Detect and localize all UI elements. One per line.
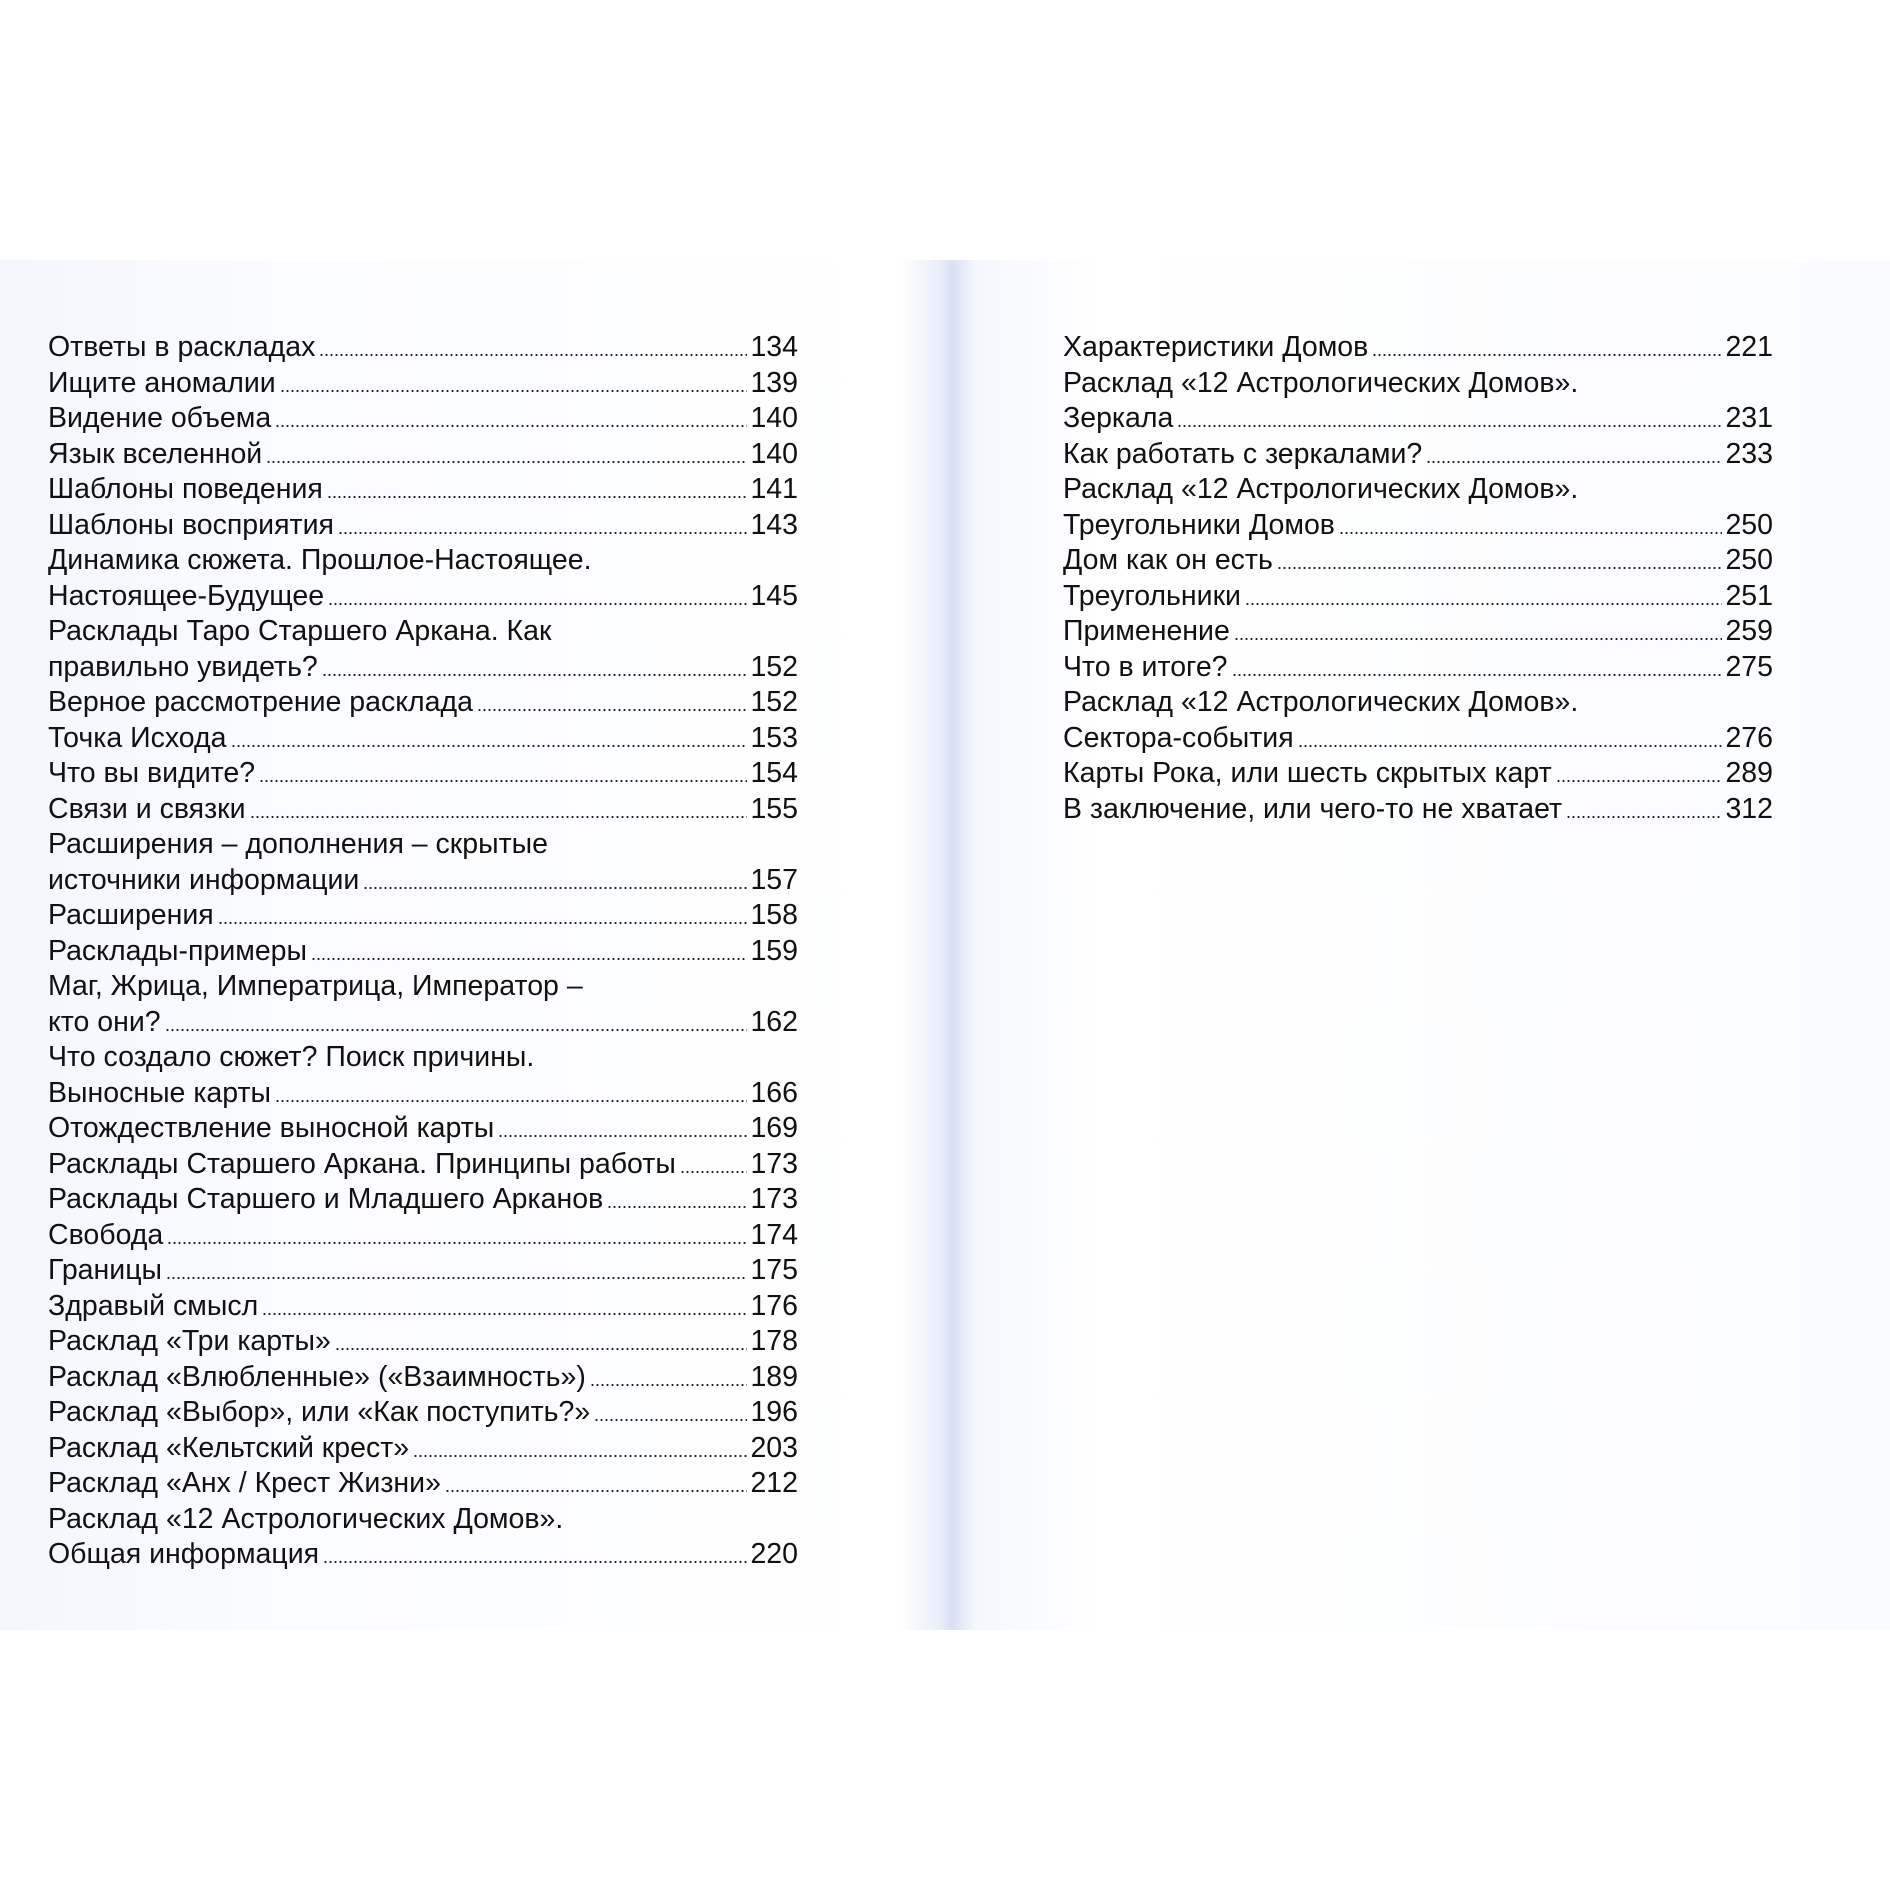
toc-entry-row [1063, 614, 1773, 650]
toc-entry-row [48, 934, 798, 970]
toc-entry-row [48, 792, 798, 828]
toc-entry [1063, 579, 1773, 615]
toc-entry-row [48, 1147, 798, 1183]
toc-entry [48, 508, 798, 544]
toc-entry-title: Расклад «Влюбленные» («Взаимность») [48, 1360, 586, 1393]
toc-entry-row [48, 898, 798, 934]
dot-leader [311, 957, 747, 961]
toc-page-number: 166 [750, 1076, 798, 1109]
toc-entry [48, 437, 798, 473]
dot-leader [1277, 566, 1723, 570]
toc-entry-title: Расклад «12 Астрологических Домов». [48, 1502, 564, 1535]
toc-entry-title-line [48, 827, 798, 863]
dot-leader [319, 353, 747, 357]
toc-entry [48, 1395, 798, 1431]
toc-page-number: 178 [750, 1325, 798, 1357]
toc-entry-title-line [48, 969, 798, 1005]
toc-page-number: 169 [750, 1112, 798, 1144]
toc-entry-title: Расклад «12 Астрологических Домов». [1063, 366, 1579, 399]
toc-entry-title: Шаблоны восприятия [48, 508, 334, 541]
dot-leader [323, 1560, 747, 1564]
toc-entry-title: Точка Исхода [48, 721, 227, 754]
dot-leader [1234, 637, 1723, 641]
toc-entry [48, 1466, 798, 1502]
toc-entry-row [48, 508, 798, 544]
toc-entry-row [1063, 330, 1773, 366]
toc-entry-row [1063, 721, 1773, 757]
toc-entry-title: кто они? [48, 1005, 161, 1038]
toc-entry-title: Шаблоны поведения [48, 473, 323, 505]
toc-entry [1063, 756, 1773, 792]
dot-leader [266, 460, 747, 464]
toc-entry-title-line [1063, 472, 1773, 508]
toc-entry-title: Характеристики Домов [1063, 331, 1369, 363]
toc-entry-title: Треугольники Домов [1063, 508, 1335, 541]
toc-page-number: 276 [1725, 721, 1773, 754]
toc-entry-title: Динамика сюжета. Прошлое-Настоящее. [48, 544, 592, 576]
toc-entry-row [48, 685, 798, 721]
toc-entry-title: Что создало сюжет? Поиск причины. [48, 1041, 535, 1073]
toc-entry [48, 472, 798, 508]
toc-page-number: 159 [750, 934, 798, 967]
dot-leader [363, 886, 747, 890]
toc-entry-title: Расширения [48, 899, 214, 931]
toc-entry-title: Язык вселенной [48, 437, 263, 470]
toc-entry [1063, 437, 1773, 473]
toc-entry [1063, 543, 1773, 579]
toc-page-number: 155 [750, 792, 798, 825]
dot-leader [166, 1276, 747, 1280]
toc-page-number: 250 [1725, 544, 1773, 576]
dot-leader [275, 1099, 747, 1103]
toc-entry-title: Дом как он есть [1063, 544, 1273, 576]
toc-entry [48, 1253, 798, 1289]
toc-entry-title: Связи и связки [48, 792, 246, 825]
toc-entry-title: Общая информация [48, 1538, 320, 1570]
dot-leader [275, 424, 747, 428]
dot-leader [231, 744, 748, 748]
dot-leader [680, 1170, 748, 1174]
toc-entry [48, 1431, 798, 1467]
toc-entry-title: Расклад «12 Астрологических Домов». [1063, 473, 1579, 505]
toc-entry-title: источники информации [48, 863, 360, 896]
toc-page-number: 140 [750, 402, 798, 434]
right-page [945, 260, 1890, 1630]
toc-entry-row [48, 579, 798, 615]
toc-entry-row [48, 1076, 798, 1112]
toc-page-number: 157 [750, 863, 798, 896]
toc-entry-row [48, 756, 798, 792]
dot-leader [1339, 531, 1723, 535]
toc-entry [48, 1324, 798, 1360]
toc-entry-row [48, 366, 798, 402]
toc-entry [48, 543, 798, 614]
toc-entry-title: Треугольники [1063, 579, 1241, 612]
toc-page-number: 231 [1725, 402, 1773, 434]
toc-entry-row [48, 1537, 798, 1573]
dot-leader [262, 1312, 747, 1316]
toc-entry-title: правильно увидеть? [48, 650, 318, 683]
toc-entry [48, 721, 798, 757]
book-spread [0, 260, 1890, 1630]
toc-entry-title: Карты Рока, или шесть скрытых карт [1063, 757, 1552, 789]
toc-page-number: 145 [750, 579, 798, 612]
toc-page-number: 152 [750, 686, 798, 718]
dot-leader [477, 708, 747, 712]
table-of-contents-left [48, 330, 798, 1573]
toc-entry [48, 401, 798, 437]
toc-entry-title: Сектора-события [1063, 721, 1294, 754]
toc-page-number: 221 [1725, 331, 1773, 363]
dot-leader [1372, 353, 1722, 357]
toc-entry-row [48, 1218, 798, 1254]
toc-entry-title-line [48, 543, 798, 579]
toc-page-number: 251 [1725, 579, 1773, 612]
toc-entry-title: Ищите аномалии [48, 366, 276, 399]
dot-leader [250, 815, 748, 819]
toc-entry-title: Расклад «Выбор», или «Как поступить?» [48, 1396, 591, 1428]
dot-leader [338, 531, 748, 535]
toc-entry [48, 366, 798, 402]
toc-entry [1063, 685, 1773, 756]
toc-entry-title: В заключение, или чего-то не хватает [1063, 792, 1563, 825]
toc-entry [48, 1040, 798, 1111]
dot-leader [218, 921, 748, 925]
toc-entry [48, 827, 798, 898]
dot-leader [1556, 779, 1723, 783]
toc-entry-row [48, 1289, 798, 1325]
toc-entry-title: Расклад «12 Астрологических Домов». [1063, 686, 1579, 718]
dot-leader [335, 1347, 748, 1351]
toc-entry [48, 1147, 798, 1183]
toc-entry-row [48, 1005, 798, 1041]
toc-page-number: 139 [750, 366, 798, 399]
toc-page-number: 220 [750, 1538, 798, 1570]
toc-page-number: 175 [750, 1254, 798, 1286]
toc-entry-row [1063, 579, 1773, 615]
toc-entry-row [1063, 508, 1773, 544]
toc-page-number: 173 [750, 1147, 798, 1180]
toc-entry [1063, 650, 1773, 686]
toc-page-number: 312 [1725, 792, 1773, 825]
dot-leader [445, 1489, 748, 1493]
toc-entry-title: Расклады Старшего и Младшего Арканов [48, 1183, 604, 1215]
toc-entry [48, 898, 798, 934]
dot-leader [1177, 424, 1722, 428]
toc-entry-title: Верное рассмотрение расклада [48, 686, 473, 718]
toc-entry-row [48, 1324, 798, 1360]
toc-page-number: 212 [750, 1467, 798, 1499]
dot-leader [259, 779, 747, 783]
toc-entry-row [48, 1360, 798, 1396]
dot-leader [1245, 602, 1722, 606]
toc-entry [1063, 366, 1773, 437]
toc-entry [1063, 614, 1773, 650]
toc-page-number: 140 [750, 437, 798, 470]
toc-entry-title: Как работать с зеркалами? [1063, 437, 1423, 470]
dot-leader [498, 1134, 747, 1138]
toc-entry-title: Ответы в раскладах [48, 331, 316, 363]
table-of-contents-right [1063, 330, 1773, 827]
toc-entry-row [1063, 437, 1773, 473]
dot-leader [1566, 815, 1722, 819]
toc-entry-row [48, 1111, 798, 1147]
toc-page-number: 158 [750, 899, 798, 931]
toc-entry [48, 1218, 798, 1254]
dot-leader [328, 602, 747, 606]
toc-entry-title: Что в итоге? [1063, 650, 1228, 683]
toc-entry [48, 1182, 798, 1218]
toc-entry-title: Применение [1063, 615, 1230, 647]
toc-entry-title: Отождествление выносной карты [48, 1112, 495, 1144]
toc-entry-title: Расклады-примеры [48, 934, 308, 967]
toc-entry-title: Маг, Жрица, Императрица, Император – [48, 970, 583, 1002]
dot-leader [1298, 744, 1723, 748]
toc-page-number: 289 [1725, 757, 1773, 789]
toc-entry-row [1063, 756, 1773, 792]
toc-entry-row [48, 472, 798, 508]
toc-page-number: 152 [750, 650, 798, 683]
toc-entry-row [48, 1466, 798, 1502]
toc-page-number: 174 [750, 1218, 798, 1251]
toc-entry-title: Расклад «Анх / Крест Жизни» [48, 1467, 441, 1499]
toc-entry-title-line [48, 614, 798, 650]
toc-entry-title: Свобода [48, 1218, 164, 1251]
toc-page-number: 134 [750, 331, 798, 363]
toc-page-number: 143 [750, 508, 798, 541]
toc-entry-title: Видение объема [48, 402, 272, 434]
toc-entry-title: Зеркала [1063, 402, 1174, 434]
toc-page-number: 203 [750, 1431, 798, 1464]
toc-entry [48, 614, 798, 685]
toc-entry-title-line [1063, 366, 1773, 402]
toc-entry-title: Расширения – дополнения – скрытые [48, 828, 549, 860]
toc-entry [48, 934, 798, 970]
toc-entry [1063, 792, 1773, 828]
toc-entry-row [48, 1182, 798, 1218]
toc-entry-title: Здравый смысл [48, 1289, 259, 1322]
dot-leader [1426, 460, 1722, 464]
toc-entry [48, 792, 798, 828]
toc-entry-row [1063, 650, 1773, 686]
toc-page-number: 162 [750, 1005, 798, 1038]
dot-leader [327, 495, 748, 499]
left-page [0, 260, 945, 1630]
toc-entry-title: Расклад «Три карты» [48, 1325, 331, 1357]
toc-entry-row [48, 1253, 798, 1289]
dot-leader [167, 1241, 747, 1245]
toc-entry [48, 969, 798, 1040]
toc-entry-row [48, 1431, 798, 1467]
dot-leader [280, 389, 748, 393]
toc-entry-title: Что вы видите? [48, 757, 256, 789]
toc-entry-row [48, 863, 798, 899]
toc-entry-title: Настоящее-Будущее [48, 579, 325, 612]
toc-entry-row [48, 1395, 798, 1431]
toc-page-number: 173 [750, 1183, 798, 1215]
toc-entry-row [1063, 792, 1773, 828]
dot-leader [1232, 673, 1723, 677]
toc-page-number: 233 [1725, 437, 1773, 470]
toc-entry-row [48, 437, 798, 473]
toc-page-number: 196 [750, 1396, 798, 1428]
toc-entry-title: Выносные карты [48, 1076, 272, 1109]
toc-entry [48, 1111, 798, 1147]
toc-page-number: 176 [750, 1289, 798, 1322]
dot-leader [594, 1418, 747, 1422]
toc-entry [48, 330, 798, 366]
toc-entry-title: Расклады Таро Старшего Аркана. Как [48, 615, 552, 647]
toc-entry-title-line [48, 1502, 798, 1538]
toc-entry-title-line [1063, 685, 1773, 721]
dot-leader [322, 673, 748, 677]
toc-entry [48, 756, 798, 792]
toc-page-number: 153 [750, 721, 798, 754]
toc-page-number: 154 [750, 757, 798, 789]
toc-page-number: 259 [1725, 615, 1773, 647]
toc-entry [1063, 330, 1773, 366]
toc-entry [48, 1360, 798, 1396]
dot-leader [165, 1028, 748, 1032]
toc-entry [48, 685, 798, 721]
dot-leader [607, 1205, 747, 1209]
toc-entry-title: Расклады Старшего Аркана. Принципы работы [48, 1147, 676, 1180]
toc-entry-title: Расклад «Кельтский крест» [48, 1431, 410, 1464]
toc-entry [48, 1289, 798, 1325]
toc-page-number: 141 [750, 473, 798, 505]
toc-entry [1063, 472, 1773, 543]
toc-entry-row [48, 401, 798, 437]
toc-page-number: 189 [750, 1360, 798, 1393]
toc-entry-title-line [48, 1040, 798, 1076]
toc-entry-row [1063, 543, 1773, 579]
toc-entry [48, 1502, 798, 1573]
toc-page-number: 250 [1725, 508, 1773, 541]
dot-leader [590, 1383, 748, 1387]
toc-page-number: 275 [1725, 650, 1773, 683]
dot-leader [413, 1454, 747, 1458]
toc-entry-row [48, 721, 798, 757]
toc-entry-row [48, 330, 798, 366]
toc-entry-row [1063, 401, 1773, 437]
toc-entry-title: Границы [48, 1254, 162, 1286]
toc-entry-row [48, 650, 798, 686]
